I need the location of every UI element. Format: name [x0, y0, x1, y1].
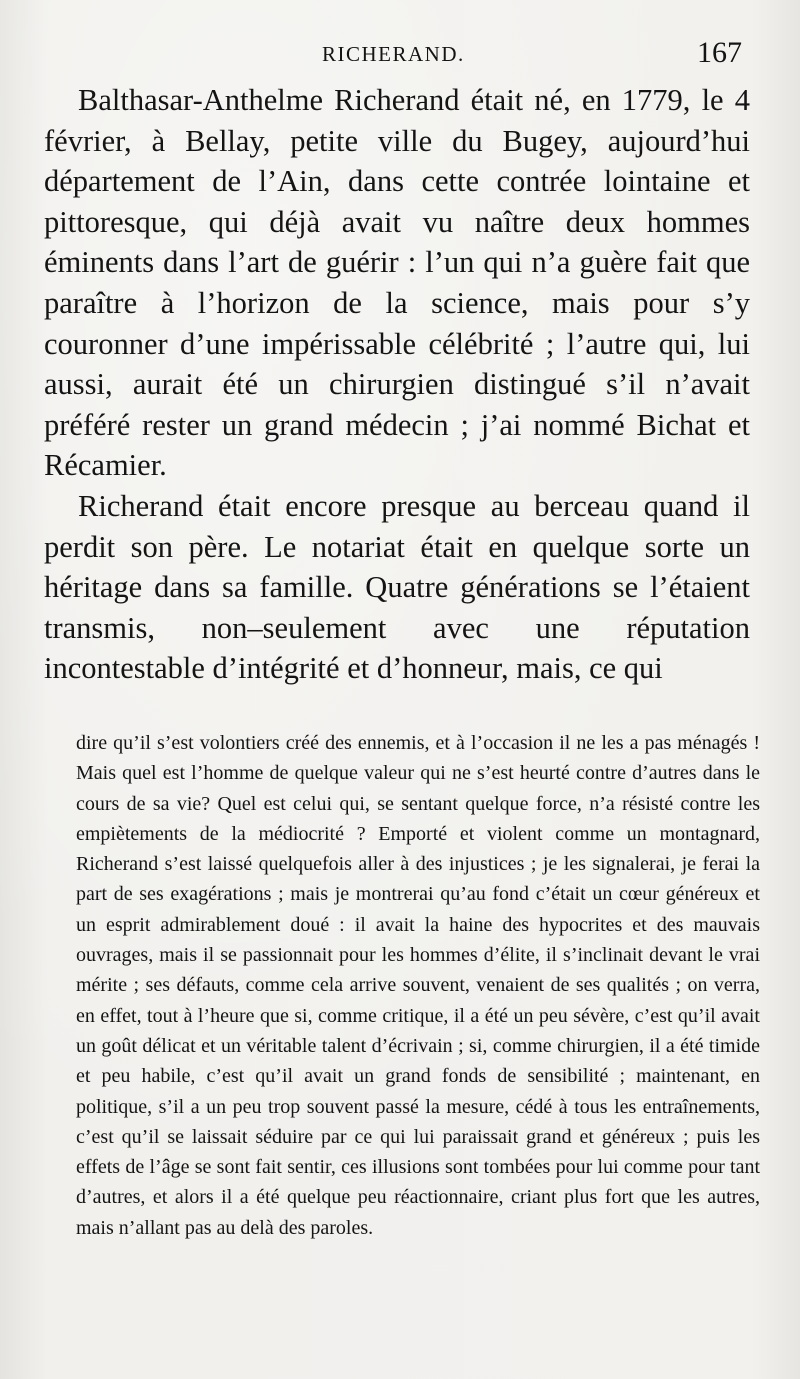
main-text	[44, 80, 750, 689]
paragraph: Richerand était encore presque au berceau quand il perdit son père. Le notariat était en quelque sorte un héritage dans sa famille. Quatre générations se l’étaient transmis, non–seulement avec une réputation incontestable d’intégrité et d’honneur, mais, ce qui	[44, 488, 750, 686]
footnote-text: dire qu’il s’est volontiers créé des ennemis, et à l’occasion il ne les a pas ménagés ! Mais quel est l’homme de quelque valeur qui ne s’est heurté contre d’autres dans le cours de sa vie? Quel est celui qui, se sentant quelque force, n’a résisté contre les empiètements de la médiocrité ? Emporté et violent comme un montagnard, Richerand s’est laissé quelquefois aller à des injustices ; je les signalerai, je ferai la part de ses exagérations ; mais je montrerai qu’au fond c’était un cœur généreux et un esprit admirablement doué : il avait la haine des hypocrites et des mauvais ouvrages, mais il se passionnait pour les hommes d’élite, il s’inclinait devant le vrai mérite ; ses défauts, comme cela arrive souvent, venaient de ses qualités ; on verra, en effet, tout à l’heure que si, comme critique, il a été un peu sévère, c’est qu’il avait un goût délicat et un véritable talent d’écrivain ; si, comme chirurgien, il a été timide et peu habile, c’est qu’il avait un grand fonds de sensibilité ; maintenant, en politique, s’il a un peu trop souvent passé la mesure, cédé à tous les entraînements, c’est qu’il se laissait séduire par ce qui lui paraissait grand et généreux ; puis les effets de l’âge se sont fait sentir, ces illusions sont tombées pour lui comme pour tant d’autres, et alors il a été quelque peu réactionnaire, criant plus fort que les autres, mais n’allant pas au delà des paroles.	[76, 732, 760, 1239]
paragraph: Balthasar-Anthelme Richerand était né, en 1779, le 4 février, à Bellay, petite ville du Bugey, aujourd’hui département de l’Ain, dans cette contrée lointaine et pittoresque, qui déjà avait vu naître deux hommes éminents dans l’art de guérir : l’un qui n’a guère fait que paraître à l’horizon de la science, mais pour s’y couronner d’une impérissable célébrité ; l’autre qui, lui aussi, aurait été un chirurgien distingué s’il n’avait préféré rester un grand médecin ; j’ai nommé Bichat et Récamier.	[44, 83, 750, 483]
running-head: RICHERAND.	[322, 42, 465, 66]
footnote	[76, 728, 760, 1243]
page-header	[44, 36, 750, 76]
page-number: 167	[697, 36, 742, 69]
